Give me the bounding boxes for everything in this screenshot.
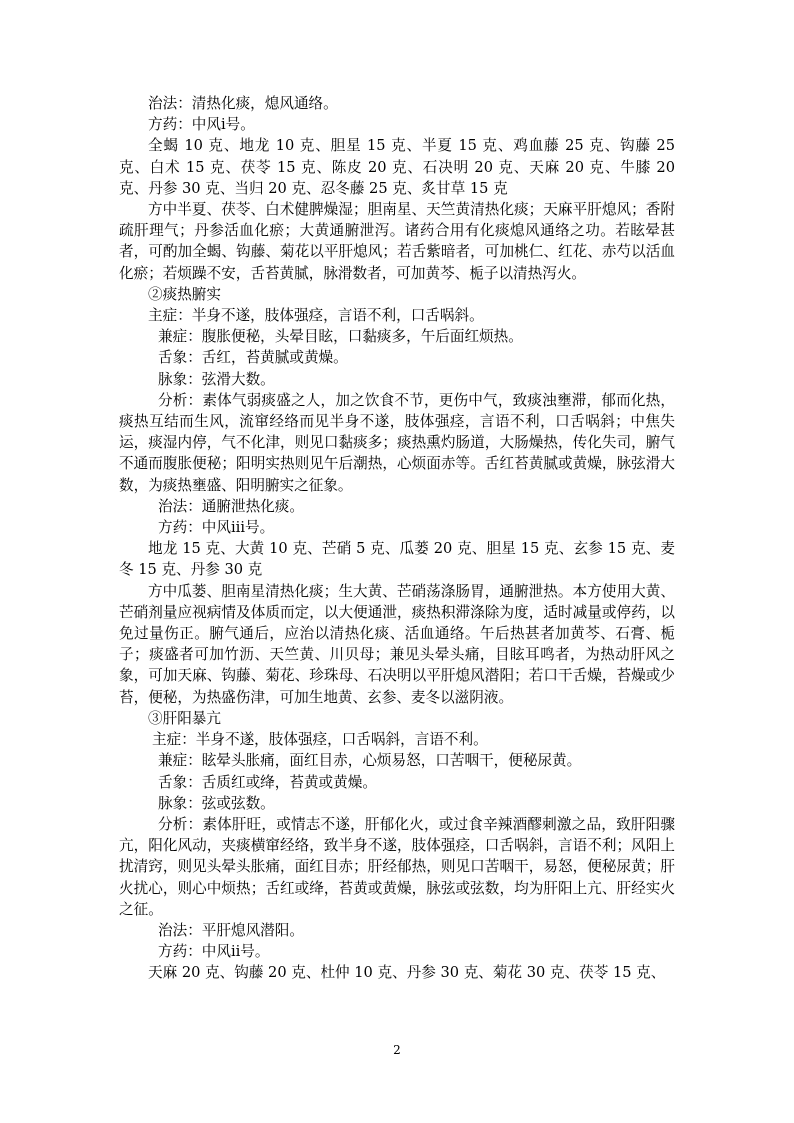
analysis-paragraph: 分析：素体肝旺，或情志不遂，肝郁化火，或过食辛辣酒醪刺激之品，致肝阳骤亢，阳化风动，夹痰横窜经络，致半身不遂，肢体强痉，口舌㖞斜，言语不利；风阳上扰清窍，则见头晕头胀痛，面红目赤；肝经郁热，则见口苦咽干，易怒，便秘尿黄；肝火扰心，则心中烦热；舌红或绛，苔黄或黄燥，脉弦或弦数，均为肝阳上亢、肝经实火之征。 xyxy=(119,815,675,918)
section-heading-phlegm-heat: ②痰热腑实 xyxy=(148,285,221,303)
body-text xyxy=(119,93,675,984)
prescription-explanation-paragraph: 方中半夏、茯苓、白术健脾燥湿；胆南星、天竺黄清热化痰；天麻平肝熄风；香附疏肝理气；丹参活血化瘀；大黄通腑泄泻。诸药合用有化痰熄风通络之功。若眩晕甚者，可酌加全蝎、钩藤、菊花以平肝熄风；若舌紫暗者，可加桃仁、红花、赤芍以活血化瘀；若烦躁不安，舌苔黄腻，脉滑数者，可加黄芩、栀子以清热泻火。 xyxy=(119,201,675,282)
tongue-line: 舌象：舌质红或绛，苔黄或黄燥。 xyxy=(158,773,377,791)
page-number: 2 xyxy=(393,1043,401,1057)
treatment-method-line: 治法：平肝熄风潜阳。 xyxy=(158,921,304,939)
main-symptom-line: 主症：半身不遂，肢体强痉，口舌㖞斜，言语不利。 xyxy=(152,731,488,749)
pulse-line: 脉象：弦滑大数。 xyxy=(158,370,275,388)
prescription-name-line: 方药：中风ⅲ号。 xyxy=(158,519,275,537)
prescription-name-line: 方药：中风ⅱ号。 xyxy=(158,943,270,961)
section-heading-liver-yang: ③肝阳暴亢 xyxy=(148,709,221,727)
analysis-paragraph: 分析：素体气弱痰盛之人，加之饮食不节，更伤中气，致痰浊壅滞，郁而化热，痰热互结而生风，流窜经络而见半身不遂，肢体强痉，言语不利，口舌㖞斜；中焦失运，痰湿内停，气不化津，则见口黏痰多；痰热熏灼肠道，大肠燥热，传化失司，腑气不通而腹胀便秘；阳明实热则见午后潮热，心烦面赤等。舌红苔黄腻或黄燥，脉弦滑大数，为痰热壅盛、阳明腑实之征象。 xyxy=(119,391,675,494)
pulse-line: 脉象：弦或弦数。 xyxy=(158,794,275,812)
accompanying-symptom-line: 兼症：腹胀便秘，头晕目眩，口黏痰多，午后面红烦热。 xyxy=(158,328,523,346)
accompanying-symptom-line: 兼症：眩晕头胀痛，面红目赤，心烦易怒，口苦咽干，便秘尿黄。 xyxy=(158,752,582,770)
herb-list-paragraph: 地龙 15 克、大黄 10 克、芒硝 5 克、瓜蒌 20 克、胆星 15 克、玄参 15 克、麦冬 15 克、丹参 30 克 xyxy=(119,540,675,579)
treatment-method-line: 治法：清热化痰，熄风通络。 xyxy=(148,95,338,112)
main-symptom-line: 主症：半身不遂，肢体强痉，言语不利，口舌㖞斜。 xyxy=(148,307,484,325)
herb-list-paragraph: 全蝎 10 克、地龙 10 克、胆星 15 克、半夏 15 克、鸡血藤 25 克、钩藤 25 克、白术 15 克、茯苓 15 克、陈皮 20 克、石决明 20 克、天麻 20 克、牛膝 20 克、丹参 30 克、当归 20 克、忍冬藤 25 克、炙甘草 15 克 xyxy=(119,137,675,197)
tongue-line: 舌象：舌红，苔黄腻或黄燥。 xyxy=(158,349,348,367)
herb-list-paragraph: 天麻 20 克、钩藤 20 克、杜仲 10 克、丹参 30 克、菊花 30 克、茯苓 15 克、 xyxy=(148,964,666,982)
treatment-method-line: 治法：通腑泄热化痰。 xyxy=(158,497,304,515)
prescription-explanation-paragraph: 方中瓜蒌、胆南星清热化痰；生大黄、芒硝荡涤肠胃，通腑泄热。本方使用大黄、芒硝剂量应视病情及体质而定，以大便通泄，痰热积滞涤除为度，适时减量或停药，以免过量伤正。腑气通后，应治以清热化痰、活血通络。午后热甚者加黄芩、石膏、栀子；痰盛者可加竹沥、天竺黄、川贝母；兼见头晕头痛，目眩耳鸣者，为热动肝风之象，可加天麻、钩藤、菊花、珍珠母、石决明以平肝熄风潜阳；若口干舌燥，苔燥或少苔，便秘，为热盛伤津，可加生地黄、玄参、麦冬以滋阴液。 xyxy=(119,582,675,706)
prescription-name-line: 方药：中风ⅰ号。 xyxy=(148,116,255,134)
